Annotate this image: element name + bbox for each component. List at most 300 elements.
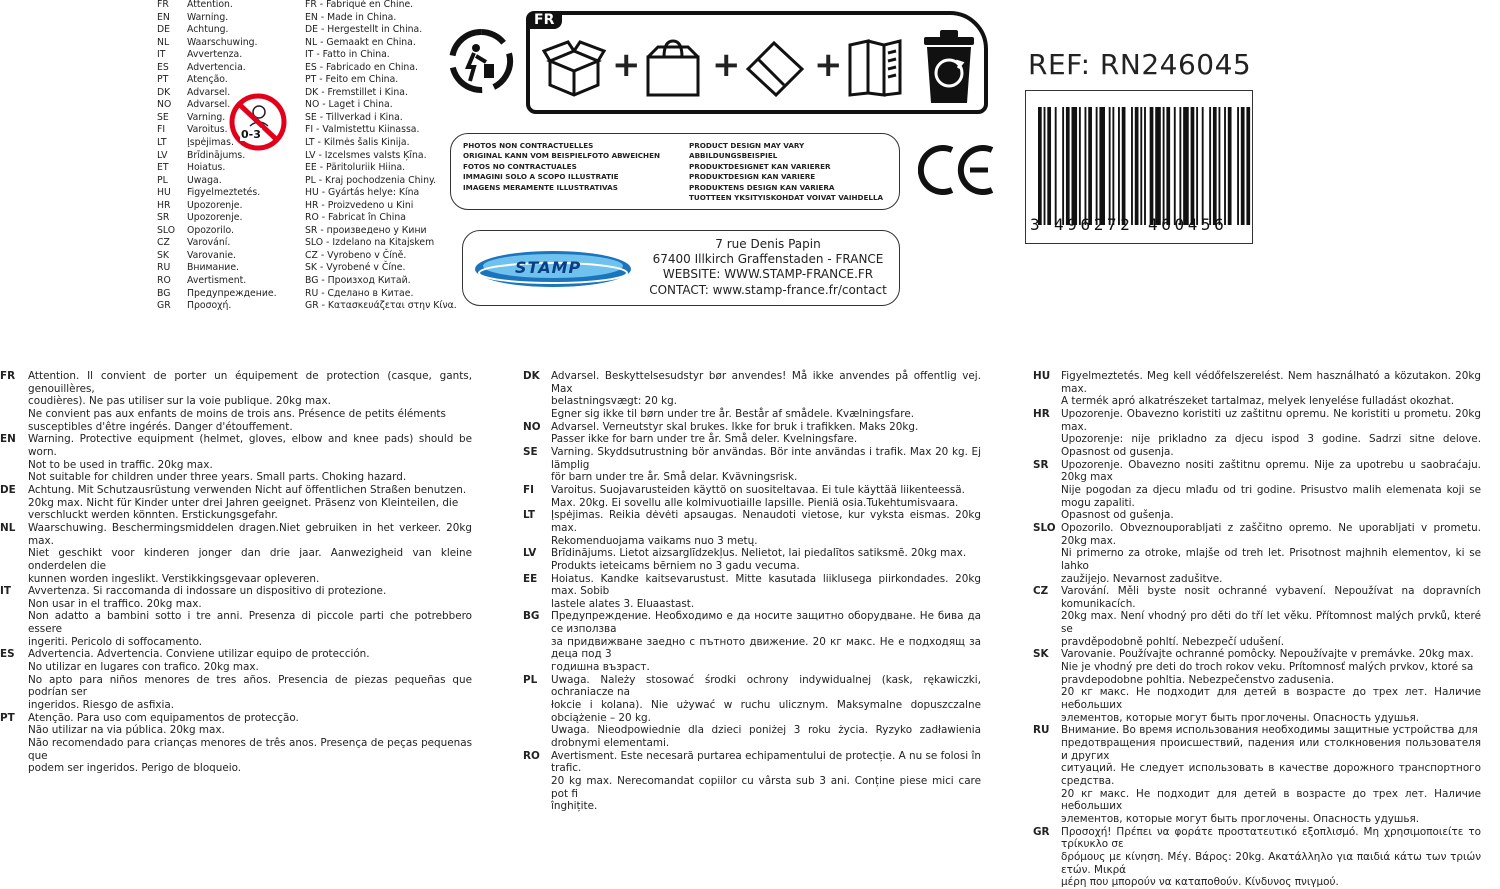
warning-word-row — [157, 0, 277, 12]
made-in-line: HR - Proizvedeno u Kini — [305, 199, 414, 211]
warning-language-code: IT — [0, 585, 11, 598]
warning-text — [551, 370, 981, 421]
warning-word: Figyelmeztetés. — [187, 187, 261, 199]
made-in-line: EN - Made in China. — [305, 11, 397, 23]
warning-line: 20 kg max. Nerecomandat copiilor cu vârsta sub 3 ani. Conține piese mici care pot fi — [551, 775, 981, 800]
language-code: DK — [157, 86, 171, 98]
warning-line: Varoitus. Suojavarusteiden käyttö on suositeltavaa. Ei tule käyttää liikenteessä. — [551, 483, 965, 496]
warning-language-code: HR — [1033, 407, 1050, 420]
warning-text — [28, 522, 472, 585]
warning-line: Nie je vhodný pre deti do troch rokov veku. Prítomnosť malých prvkov, ktoré sa — [1061, 661, 1474, 674]
warning-word: Attention. — [187, 0, 233, 10]
warning-language-code: EE — [523, 572, 538, 585]
made-in-line: SR - произведено у Кини — [305, 224, 427, 236]
warning-language-code: ES — [0, 648, 15, 661]
warning-line: Rekomenduojama vaikams nuo 3 metų. — [551, 534, 758, 547]
warning-text — [1061, 585, 1481, 648]
warnings-column-1 — [0, 370, 472, 775]
warning-line: Opasnost od gušenja. — [1061, 509, 1174, 522]
barcode-bar — [1044, 107, 1046, 225]
made-in-line: DE - Hergestellt in China. — [305, 24, 423, 36]
made-in-line: SLO - Izdelano na Kitajskem — [305, 237, 435, 249]
made-in-line: BG - Произход Китай. — [305, 275, 411, 287]
warning-word-row — [157, 200, 277, 213]
warning-line: kunnen worden ingeslikt. Verstikkingsgevaar opleveren. — [28, 572, 320, 585]
warning-line: Įspėjimas. Reikia dėvėti apsaugas. Nenaudoti vietose, kur vyksta eismas. 20kg max. — [551, 509, 981, 534]
warning-line: μέρη που μπορούν να καταποθούν. Κίνδυνος πνιγμού. — [1061, 876, 1339, 889]
warning-language-code: CZ — [1033, 585, 1049, 598]
address-line: WEBSITE: WWW.STAMP-FRANCE.FR — [662, 267, 874, 282]
warning-paragraph — [523, 750, 981, 813]
warning-line: Atenção. Para uso com equipamentos de protecção. — [28, 711, 299, 724]
warning-line: предотвращения происшествий, падения или столкновения пользователя и других — [1061, 737, 1481, 762]
warning-paragraph — [523, 446, 981, 484]
warning-word-row — [157, 288, 277, 301]
warnings-column-3 — [1033, 370, 1481, 889]
warning-line: Advertencia. Advertencia. Conviene utilizar equipo de protección. — [28, 648, 370, 661]
warning-paragraph — [1033, 459, 1481, 522]
warning-language-code: HU — [1033, 370, 1051, 382]
warning-line: zaužijejo. Nevarnost zadušitve. — [1061, 572, 1223, 585]
warning-line: элементов, которые могут быть проглочены. Опасность удушья. — [1061, 711, 1420, 724]
warning-language-code: GR — [1033, 825, 1050, 838]
warning-word: Brīdinājums. — [187, 149, 246, 161]
made-in-list — [305, 0, 457, 313]
warning-line: Avvertenza. Si raccomanda di indossare un dispositivo di protezione. — [28, 585, 387, 598]
made-in-line: PT - Feito em China. — [305, 74, 399, 86]
warning-language-code: DE — [0, 483, 16, 496]
triman-recycling-panel — [526, 11, 988, 114]
disclaimer-line: IMAGENS MERAMENTE ILLUSTRATIVAS — [463, 182, 618, 192]
warning-line: Não recomendado para crianças menores de três anos. Presença de peças pequenas que — [28, 737, 472, 762]
warning-text — [1061, 826, 1481, 889]
warning-line: Varování. Měli byste nosit ochranné vybavení. Nepoužívat na dopravních komunikacích. — [1061, 585, 1481, 610]
warning-paragraph — [0, 370, 472, 433]
warning-line: Ne convient pas aux enfants de moins de trois ans. Présence de petits éléments — [28, 407, 446, 420]
made-in-line: ES - Fabricado en China. — [305, 61, 418, 73]
language-code: BG — [157, 287, 171, 299]
age-badge-label: 0-3 — [241, 128, 261, 141]
barcode-bar — [1213, 107, 1217, 225]
disclaimer-line: PRODUCT DESIGN MAY VARY — [689, 141, 805, 150]
warning-line: Upozorenje. Obavezno koristiti uz zaštitnu opremu. Ne koristiti u prometu. 20kg max. — [1061, 407, 1481, 433]
barcode-bar — [1202, 107, 1204, 225]
barcode-bar — [1209, 107, 1211, 225]
warning-text — [551, 421, 981, 446]
warning-line: 20 кг макс. Не подходит для детей в возрасте до трех лет. Наличие небольших — [1061, 686, 1481, 712]
made-in-line: PL - Kraj pochodzenia Chiny. — [305, 174, 437, 186]
language-code: LT — [157, 137, 167, 149]
warning-text — [551, 674, 981, 750]
warning-line: Passer ikke for barn under tre år. Små deler. Kvelningsfare. — [551, 433, 858, 446]
warning-text — [28, 370, 472, 433]
warning-line: Figyelmeztetés. Meg kell védőfelszerelést. Nem használható a közutakon. 20kg max. — [1061, 370, 1481, 395]
warning-line: Προσοχή! Πρέπει να φοράτε προστατευτικό εξοπλισμό. Μη χρησιμοποιείτε το τρίκυκλο σε — [1061, 825, 1481, 851]
warning-line: Внимание. Во время использования необходимы защитные устройства для — [1061, 724, 1478, 737]
barcode-first-digit: 3 — [1030, 215, 1044, 234]
language-code: DE — [157, 24, 171, 36]
made-in-line: EE - Päritoluriik Hiina. — [305, 162, 406, 174]
warning-line: Nije pogodan za djecu mlađu od tri godine. Prisustvo malih elemenata koji se mogu zapaliti. — [1061, 483, 1481, 509]
warning-word-row — [157, 12, 277, 25]
made-in-line: LV - Izcelsmes valsts Ķīna. — [305, 149, 427, 161]
warnings-column-2 — [523, 370, 981, 813]
warning-word-row — [157, 250, 277, 263]
warning-word: Waarschuwing. — [187, 36, 258, 48]
warning-line: belastningsvægt: 20 kg. — [551, 395, 678, 408]
warning-line: Avertisment. Este necesară purtarea echipamentului de protecție. A nu se folosi în trafic. — [551, 749, 981, 775]
barcode-bar — [1228, 107, 1232, 225]
warning-paragraph — [523, 610, 981, 673]
disclaimer-line: PRODUKTDESIGNET KAN VARIERER — [689, 161, 831, 171]
disclaimer-line: PHOTOS NON CONTRACTUELLES — [463, 141, 594, 150]
warning-word: Внимание. — [187, 262, 240, 274]
warning-paragraph — [0, 712, 472, 775]
warning-line: Brīdinājums. Lietot aizsarglīdzekļus. Nelietot, lai piedalītos satiksmē. 20kg max. — [551, 547, 967, 560]
warning-text — [28, 433, 472, 484]
warning-word-row — [157, 62, 277, 75]
warning-line: 20kg max. Není vhodný pro děti do tří let věku. Přítomnost malých prvků, které se — [1061, 610, 1481, 636]
made-in-line: CZ - Vyrobeno v Číně. — [305, 249, 407, 261]
disclaimer-line: PRODUKTDESIGN KAN VARIERE — [689, 172, 816, 182]
warning-line: 20 кг макс. Не подходит для детей в возрасте до трех лет. Наличие небольших — [1061, 787, 1481, 813]
made-in-line: RU - Сделано в Китае. — [305, 287, 414, 299]
ce-mark-icon — [918, 142, 998, 202]
language-code: GR — [157, 300, 171, 312]
made-in-line: FI - Valmistettu Kiinassa. — [305, 124, 420, 136]
made-in-line: SK - Vyrobené v Číne. — [305, 262, 406, 274]
barcode-bar — [1155, 107, 1161, 225]
warning-language-code: NL — [0, 521, 16, 534]
warning-text — [551, 610, 981, 673]
tidyman-icon — [446, 26, 516, 96]
warning-line: Hoiatus. Kandke kaitsevarustust. Mitte kasutada liiklusega piirkondades. 20kg max. Sobib — [551, 572, 981, 598]
pouch-icon — [744, 39, 806, 101]
warning-line: годишна възраст. — [551, 661, 650, 674]
warning-word-row — [157, 162, 277, 175]
disclaimer-line: ABBILDUNGSBEISPIEL — [689, 151, 778, 161]
warning-word: Warning. — [187, 11, 229, 23]
warning-language-code: SE — [523, 445, 538, 458]
barcode-bar — [1079, 107, 1081, 225]
warning-text — [551, 547, 981, 572]
disclaimer-line: IMMAGINI SOLO A SCOPO ILLUSTRATIE — [463, 172, 619, 182]
warning-word-row — [157, 175, 277, 188]
disclaimer-left — [463, 141, 660, 193]
language-code: SLO — [157, 224, 176, 236]
warning-text — [28, 712, 472, 775]
warning-language-code: BG — [523, 610, 540, 623]
made-in-line: DK - Fremstillet i Kina. — [305, 86, 408, 98]
warning-paragraph — [0, 522, 472, 585]
barcode-bar — [1118, 107, 1120, 225]
warning-language-code: SK — [1033, 648, 1049, 661]
warning-line: No apto para niños menores de tres años. Presencia de piezas pequeñas que podrían ser — [28, 673, 472, 699]
warning-paragraph — [523, 509, 981, 547]
address-line: CONTACT: www.stamp-france.fr/contact — [649, 282, 887, 297]
warning-word-row — [157, 24, 277, 37]
barcode-bar — [1144, 107, 1146, 225]
cardboard-box-icon — [542, 39, 606, 101]
warning-paragraph — [523, 573, 981, 611]
warning-text — [551, 509, 981, 547]
warning-paragraph — [1033, 370, 1481, 408]
warning-line: lastele alates 3. Eluaastast. — [551, 597, 695, 610]
warning-word: Varning. — [187, 111, 226, 123]
warning-line: Waarschuwing. Beschermingsmiddelen dragen.Niet gebruiken in het verkeer. 20kg max. — [28, 521, 472, 547]
made-in-line: IT - Fatto in China. — [305, 49, 390, 61]
barcode-bar — [1163, 107, 1165, 225]
warning-paragraph — [1033, 585, 1481, 648]
warning-word: Atenção. — [187, 74, 228, 86]
warning-word: Varovanie. — [187, 249, 236, 261]
warning-line: элементов, которые могут быть проглочены. Опасность удушья. — [1061, 812, 1420, 825]
warning-word: Achtung. — [187, 24, 229, 36]
barcode-bar — [1122, 107, 1126, 225]
barcode-bar — [1183, 107, 1189, 225]
warning-word: Opozorilo. — [187, 224, 234, 236]
warning-line: Opozorilo. Obveznouporabljati z zaščitno opremo. Ne uporabljati v prometu. 20kg max. — [1061, 521, 1481, 547]
language-code: LV — [157, 149, 168, 161]
language-code: PT — [157, 74, 169, 86]
language-code: RU — [157, 262, 171, 274]
product-reference: REF: RN246045 — [1028, 48, 1252, 81]
barcode-bar — [1191, 107, 1195, 225]
barcode-bar — [1085, 107, 1087, 225]
warning-language-code: PT — [0, 711, 15, 724]
barcode-panel — [1025, 90, 1253, 244]
warning-line: Uwaga. Nieodpowiednie dla dzieci poniżej 3 roku życia. Ryzyko zadławienia drobnymi elementami. — [551, 724, 981, 750]
warning-word: Avvertenza. — [187, 49, 243, 61]
warning-word: Upozorenje. — [187, 199, 243, 211]
bag-icon — [640, 37, 706, 103]
warning-language-code: LT — [523, 509, 535, 522]
disclaimer-line: FOTOS NO CONTRACTUALES — [463, 161, 577, 171]
warning-word-row — [157, 49, 277, 62]
warning-line: Max. 20kg. Ei sovellu alle kolmivuotiaille lapsille. Pieniä osia.Tukehtumisvaara. — [551, 496, 959, 509]
warning-line: ingeridos. Riesgo de asfixia. — [28, 699, 175, 712]
barcode-bar — [1140, 107, 1142, 225]
language-code: NO — [157, 99, 172, 111]
warning-line: pravdepodobne pohltia. Nebezpečenstvo zadusenia. — [1061, 673, 1335, 686]
language-code: HU — [157, 187, 171, 199]
warning-language-code: EN — [0, 433, 16, 446]
barcode-bar — [1066, 107, 1070, 225]
disclaimer-line: ORIGINAL KANN VOM BEISPIELFOTO ABWEICHEN — [463, 151, 660, 161]
address-line: 67400 Illkirch Graffenstaden - FRANCE — [652, 252, 884, 267]
warning-line: Achtung. Mit Schutzausrüstung verwenden Nicht auf öffentlichen Straßen benutzen. — [28, 483, 467, 496]
barcode-bar — [1099, 107, 1105, 225]
warning-line: coudières). Ne pas utiliser sur la voie publique. 20kg max. — [28, 395, 331, 408]
warning-line: δρόμους με κίνηση. Μέγ. Βάρος: 20kg. Ακατάλληλο για παιδιά κάτω των τριών ετών. Μικρά — [1061, 850, 1481, 876]
warning-word: Įspėjimas. — [187, 137, 234, 149]
made-in-line: RO - Fabricat în China — [305, 212, 406, 224]
warning-language-code: DK — [523, 370, 540, 382]
warning-paragraph — [0, 433, 472, 484]
warning-line: Varovanie. Používajte ochranné pomôcky. Nepoužívajte v premávke. 20kg max. — [1061, 648, 1474, 661]
barcode-bar — [1241, 107, 1245, 225]
warning-language-code: NO — [523, 420, 541, 433]
warning-line: ingeriti. Pericolo di soffocamento. — [28, 635, 203, 648]
warning-line: Upozorenje. Obavezno nositi zaštitnu opremu. Nije za upotrebu u saobraćaju. 20kg max — [1061, 458, 1481, 484]
language-code: NL — [157, 36, 170, 48]
warning-paragraph — [1033, 724, 1481, 825]
warning-text — [551, 446, 981, 484]
barcode-bar — [1196, 107, 1198, 225]
warning-word-row — [157, 187, 277, 200]
warning-word-row — [157, 74, 277, 87]
language-code: ES — [157, 61, 169, 73]
warning-paragraph — [523, 674, 981, 750]
warning-line: Advarsel. Verneutstyr skal brukes. Ikke for bruk i trafikken. Maks 20kg. — [551, 420, 919, 433]
recycle-bin-icon — [918, 27, 980, 113]
warning-line: Não utilizar na via pública. 20kg max. — [28, 724, 225, 737]
warning-paragraph — [1033, 408, 1481, 459]
plus-sign: + — [814, 45, 843, 85]
warning-word: Предупреждение. — [187, 287, 277, 299]
warning-text — [28, 484, 472, 522]
barcode-bar — [1112, 107, 1114, 225]
barcode-bar — [1038, 107, 1042, 225]
language-code: PL — [157, 174, 168, 186]
warning-language-code: RO — [523, 749, 540, 762]
warning-line: A termék apró alkatrészeket tartalmaz, melyek lenyelése fulladást okozhat. — [1061, 395, 1455, 408]
language-code: EN — [157, 11, 170, 23]
warning-paragraph — [1033, 522, 1481, 585]
warning-text — [1061, 724, 1481, 825]
made-in-line: HU - Gyártás helye: Kína — [305, 187, 420, 199]
warning-line: Produkts ieteicams bērniem no 3 gadu vecuma. — [551, 559, 800, 572]
language-code: SK — [157, 249, 169, 261]
plus-sign: + — [712, 45, 741, 85]
warning-line: podem ser ingeridos. Perigo de bloqueio. — [28, 762, 242, 775]
barcode-right-digits: 460456 — [1148, 215, 1228, 234]
barcode-bar — [1224, 107, 1226, 225]
barcode-bar — [1088, 107, 1092, 225]
disclaimer-line: TUOTTEEN YKSITYISKOHDAT VOIVAT VAIHDELLA — [689, 193, 884, 203]
warning-word-row — [157, 275, 277, 288]
warning-line: No utilizar en lugares con trafico. 20kg max. — [28, 661, 259, 674]
warning-paragraph — [523, 421, 981, 446]
warning-word: Varoitus. — [187, 124, 228, 136]
warning-language-code: SLO — [1033, 521, 1056, 534]
language-code: RO — [157, 275, 171, 287]
country-badge: FR — [526, 11, 562, 29]
disclaimer-line: PRODUKTENS DESIGN KAN VARIERA — [689, 182, 835, 192]
barcode-bar — [1166, 107, 1170, 225]
barcode-bar — [1150, 107, 1154, 225]
warning-text — [28, 648, 472, 711]
warning-word-row — [157, 225, 277, 238]
warning-line: Ni primerno za otroke, mlajše od treh let. Prisotnost majhnih elementov, ki se lahko — [1061, 547, 1481, 572]
warning-language-code: LV — [523, 547, 537, 560]
stamp-logo — [473, 249, 633, 293]
warning-paragraph — [523, 484, 981, 509]
warning-line: łokcie i kolana). Nie używać w ruchu ulicznym. Maksymalne dopuszczalne obciążenie – 20 kg. — [551, 699, 981, 724]
warning-word-row — [157, 37, 277, 50]
warning-text — [1061, 648, 1481, 724]
made-in-line: GR - Κατασκευάζεται στην Κίνα. — [305, 300, 457, 312]
warning-language-code: FI — [523, 483, 534, 496]
warning-word-row — [157, 237, 277, 250]
disclaimer-right — [689, 141, 883, 203]
warning-line: Warning. Protective equipment (helmet, gloves, elbow and knee pads) should be worn. — [28, 433, 472, 458]
warning-text — [1061, 370, 1481, 408]
warning-paragraph — [0, 648, 472, 711]
barcode-bar — [1131, 107, 1133, 225]
warning-paragraph — [0, 585, 472, 648]
warning-line: Not to be used in traffic. 20kg max. — [28, 458, 213, 471]
warning-line: för barn under tre år. Små delar. Kvävningsrisk. — [551, 471, 798, 484]
warning-word: Upozorenje. — [187, 212, 243, 224]
made-in-line: FR - Fabriqué en Chine. — [305, 0, 414, 10]
warning-word: Avertisment. — [187, 275, 247, 287]
made-in-line: NL - Gemaakt en China. — [305, 36, 416, 48]
barcode-bar — [1174, 107, 1176, 225]
warning-word: Προσοχή. — [187, 300, 232, 312]
address-line: 7 rue Denis Papin — [715, 237, 821, 251]
warning-line: Not suitable for children under three years. Small parts. Choking hazard. — [28, 471, 407, 484]
warning-word-row — [157, 212, 277, 225]
warning-word: Advarsel. — [187, 86, 231, 98]
warning-text — [551, 573, 981, 611]
warning-word: Advertencia. — [187, 61, 246, 73]
warning-word: Advarsel. — [187, 99, 231, 111]
warning-line: Uwaga. Należy stosować środki ochrony indywidualnej (kask, rękawiczki, ochraniacze na — [551, 673, 981, 699]
warning-line: ситуаций. Не следует использовать в качестве дорожного транспортного средства. — [1061, 762, 1481, 787]
plus-sign: + — [612, 45, 641, 85]
barcode-bar — [1135, 107, 1139, 225]
made-in-line: NO - Laget i China. — [305, 99, 393, 111]
warning-line: 20kg max. Nicht für Kinder unter drei Jahren geeignet. Präsenz von Kleinteilen, die — [28, 496, 459, 509]
warning-line: Advarsel. Beskyttelsesudstyr bør anvendes! Må ikke anvendes på offentlig vej. Max — [551, 370, 981, 395]
barcode-bar — [1047, 107, 1051, 225]
warning-text — [551, 750, 981, 813]
language-code: IT — [157, 49, 166, 61]
barcode-bar — [1109, 107, 1111, 225]
warning-language-code: SR — [1033, 458, 1049, 471]
warning-line: Varning. Skyddsutrustning bör användas. Bör inte användas i trafik. Max 20 kg. Ej lämplig — [551, 445, 981, 471]
warning-word-list — [157, 0, 277, 313]
warning-word-row — [157, 262, 277, 275]
warning-line: susceptibles d'être ingérés. Danger d'étouffement. — [28, 420, 293, 433]
company-address-box — [462, 230, 900, 306]
warning-line: Attention. Il convient de porter un équipement de protection (casque, gants, genouillères, — [28, 370, 472, 395]
warning-line: înghițite. — [551, 800, 598, 813]
barcode-bar — [1062, 107, 1064, 225]
barcode-left-digits: 496272 — [1054, 215, 1134, 234]
barcode-bar — [1096, 107, 1098, 225]
warning-paragraph — [1033, 648, 1481, 724]
barcode-bar — [1246, 107, 1250, 225]
photo-disclaimer-box — [450, 133, 900, 210]
warning-text — [1061, 408, 1481, 459]
warning-line: pravděpodobně pohltí. Nebezpečí udušení. — [1061, 635, 1284, 648]
warning-paragraph — [523, 370, 981, 421]
warning-language-code: PL — [523, 673, 538, 686]
language-code: ET — [157, 162, 169, 174]
warning-text — [28, 585, 472, 648]
warning-word: Varování. — [187, 237, 231, 249]
warning-word-row — [157, 300, 277, 313]
warning-line: Non usar in el traffico. 20kg max. — [28, 597, 202, 610]
address-text — [643, 237, 893, 298]
language-code: SE — [157, 111, 169, 123]
warning-word: Uwaga. — [187, 174, 222, 186]
warning-language-code: RU — [1033, 724, 1050, 737]
warning-line: Egner sig ikke til børn under tre år. Består af smådele. Kvælningsfare. — [551, 407, 915, 420]
warning-line: за придвижване заедно с пътното движение. 20 кг макс. Не е подходящ за деца под 3 — [551, 635, 981, 661]
